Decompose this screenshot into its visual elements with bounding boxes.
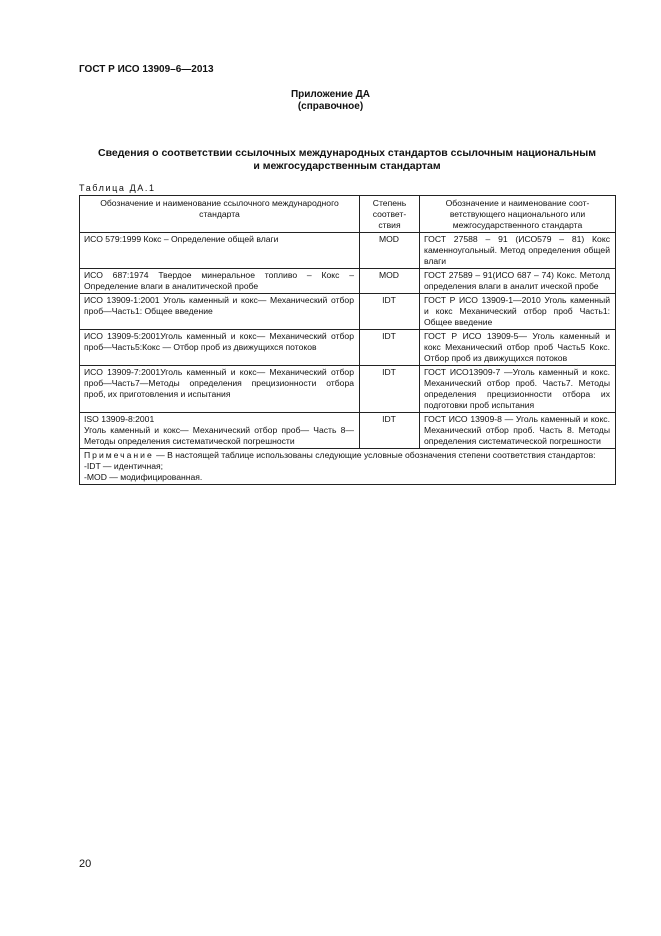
cell-intl-title: Уголь каменный и кокс— Механический отбор проб— Часть 8— Методы определения систематической погрешности xyxy=(84,425,354,446)
cell-intl: ИСО 13909-5:2001Уголь каменный и кокс— Механический отбор проб—Часть5:Кокс — Отбор проб из движущихся потоков xyxy=(80,330,360,366)
cell-national: ГОСТ Р ИСО 13909-5— Уголь каменный и кокс Механический отбор проб Часть5 Кокс. Отбор проб из движущихся потоков xyxy=(420,330,616,366)
page-number: 20 xyxy=(79,858,92,870)
cell-intl: ИСО 13909-7:2001Уголь каменный и кокс— Механический отбор проб—Часть7—Методы определения прецизионности отбора проб, их приготовления и испытания xyxy=(80,366,360,413)
annex-subtitle: (справочное) xyxy=(297,101,364,112)
note-text: — В настоящей таблице использованы следующие условные обозначения степени соответствия стандартов: xyxy=(153,450,596,460)
table-note xyxy=(80,449,616,485)
table-row xyxy=(80,294,616,330)
table-header-row xyxy=(80,196,616,233)
section-title-line-1: Сведения о соответствии ссылочных международных стандартов ссылочным национальным xyxy=(98,147,596,159)
cell-national: ГОСТ Р ИСО 13909-1—2010 Уголь каменный и кокс Механический отбор проб Часть1: Общее введение xyxy=(420,294,616,330)
cell-national: ГОСТ 27588 – 91 (ИСО579 – 81) Кокс каменноугольный. Метод определения общей влаги xyxy=(420,233,616,269)
cell-national: ГОСТ ИСО13909-7 —Уголь каменный и кокс. Механический отбор проб. Часть7. Методы определения прецизионности отбора их подготовки проб испытания xyxy=(420,366,616,413)
annex-title: Приложение ДА xyxy=(290,89,371,100)
section-title-line-2: и межгосударственным стандартам xyxy=(253,160,441,172)
table-row xyxy=(80,233,616,269)
cell-national: ГОСТ 27589 – 91(ИСО 687 – 74) Кокс. Метолд определения влаги в аналит ической пробе xyxy=(420,269,616,294)
cell-degree: IDT xyxy=(360,294,420,330)
table-caption: Таблица ДА.1 xyxy=(79,183,156,193)
table-row xyxy=(80,366,616,413)
cell-intl-code: ISO 13909-8:2001 xyxy=(84,414,155,424)
cell-degree: IDT xyxy=(360,413,420,449)
column-header-degree: Степень соответствия xyxy=(360,196,420,233)
cell-degree: MOD xyxy=(360,269,420,294)
note-item-idt: -IDT — идентичная; xyxy=(84,461,164,471)
cell-intl: ИСО 13909-1:2001 Уголь каменный и кокс— Механический отбор проб—Часть1: Общее введение xyxy=(80,294,360,330)
table-row xyxy=(80,330,616,366)
cell-intl xyxy=(80,413,360,449)
table-row xyxy=(80,413,616,449)
column-header-intl: Обозначение и наименование ссылочного международного стандарта xyxy=(80,196,360,233)
cell-intl: ИСО 687:1974 Твердое минеральное топливо – Кокс – Определение влаги в аналитической пробе xyxy=(80,269,360,294)
table-note-row xyxy=(80,449,616,485)
section-title xyxy=(79,147,615,173)
document-header: ГОСТ Р ИСО 13909–6—2013 xyxy=(79,64,214,75)
column-header-national: Обозначение и наименование соответствующего национального или межгосударственного стандарта xyxy=(420,196,616,233)
note-label: Примечание xyxy=(84,450,154,460)
note-item-mod: -MOD — модифицированная. xyxy=(84,472,203,482)
table-row xyxy=(80,269,616,294)
cell-degree: IDT xyxy=(360,330,420,366)
cell-degree: IDT xyxy=(360,366,420,413)
cell-intl: ИСО 579:1999 Кокс – Определение общей влаги xyxy=(80,233,360,269)
cell-national: ГОСТ ИСО 13909-8 — Уголь каменный и кокс. Механический отбор проб. Часть 8. Методы определения систематической погрешности xyxy=(420,413,616,449)
cell-degree: MOD xyxy=(360,233,420,269)
correspondence-table xyxy=(79,195,616,485)
